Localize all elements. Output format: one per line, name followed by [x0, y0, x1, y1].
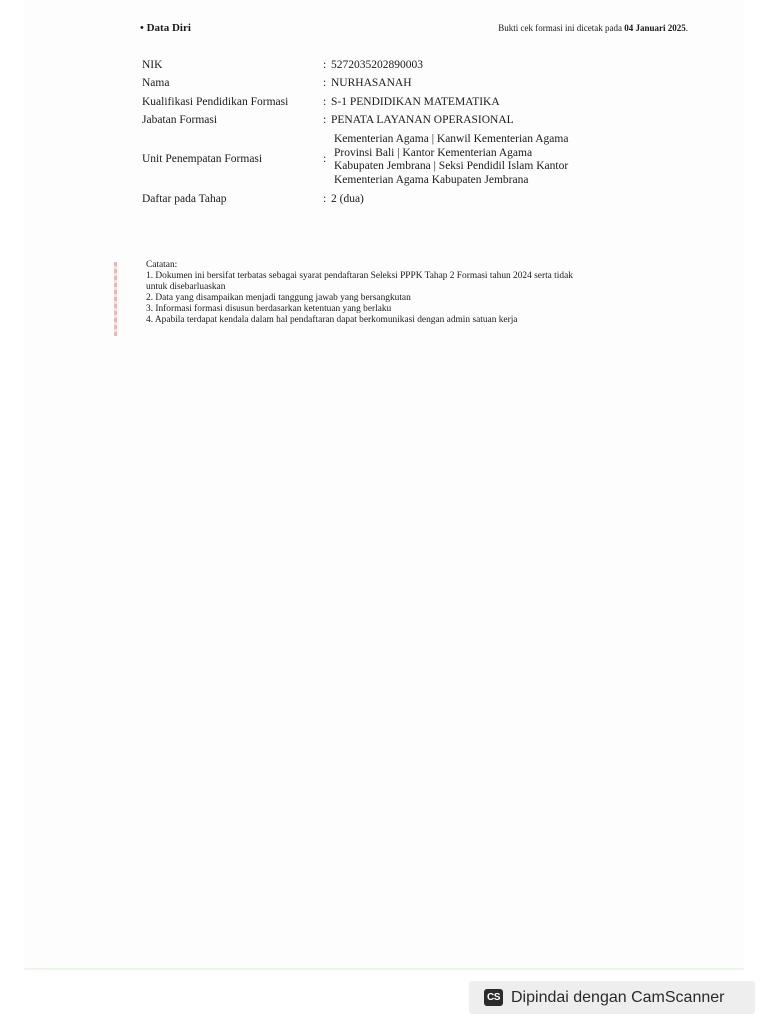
field-colon: :: [323, 95, 327, 108]
field-value: 2 (dua): [331, 192, 364, 205]
field-row-kualifikasi: [142, 93, 582, 112]
note-item-4: 4. Apabila terdapat kendala dalam hal pendaftaran dapat berkomunikasi dengan admin satuan kerja: [146, 315, 518, 325]
note-item-1: 1. Dokumen ini bersifat terbatas sebagai syarat pendaftaran Seleksi PPPK Tahap 2 Formasi tahun 2024 serta tidak: [146, 271, 573, 281]
field-value: S-1 PENDIDIKAN MATEMATIKA: [331, 95, 500, 108]
field-label: Nama: [142, 77, 170, 89]
field-colon: :: [323, 114, 327, 126]
camscanner-label: Dipindai dengan CamScanner: [511, 988, 725, 1006]
field-row-tahap: [142, 190, 582, 209]
field-colon: :: [323, 77, 327, 89]
field-row-unit-penempatan: [142, 130, 582, 190]
field-label: NIK: [142, 58, 163, 71]
print-date-info: [498, 23, 688, 33]
field-colon: :: [323, 58, 327, 71]
field-label: Unit Penempatan Formasi: [142, 153, 263, 166]
document-page: [24, 0, 744, 970]
personal-data-table: [142, 56, 582, 209]
camscanner-watermark: [469, 981, 755, 1014]
camscanner-logo-icon: CS: [484, 989, 503, 1006]
notes-section: [146, 260, 686, 326]
field-row-nama: [142, 75, 582, 94]
print-date: 04 Januari 2025: [624, 23, 686, 33]
print-suffix: .: [685, 23, 688, 33]
field-label: Jabatan Formasi: [142, 114, 218, 126]
field-label: Daftar pada Tahap: [142, 192, 227, 205]
notes-heading: Catatan:: [146, 260, 178, 270]
print-prefix: Bukti cek formasi ini dicetak pada: [498, 23, 625, 33]
field-label: Kualifikasi Pendidikan Formasi: [142, 95, 289, 108]
note-item-2: 2. Data yang disampaikan menjadi tanggung jawab yang bersangkutan: [146, 293, 411, 303]
field-value: 5272035202890003: [331, 58, 423, 71]
note-item-1-continued: untuk disebarluaskan: [146, 282, 226, 292]
section-title: • Data Diri: [140, 22, 191, 34]
scan-edge-mark: [114, 262, 117, 336]
field-row-jabatan: [142, 112, 582, 131]
note-item-3: 3. Informasi formasi disusun berdasarkan ketentuan yang berlaku: [146, 304, 392, 314]
document-header: [140, 22, 688, 38]
field-row-nik: [142, 56, 582, 75]
field-colon: :: [323, 153, 327, 166]
field-value: PENATA LAYANAN OPERASIONAL: [331, 114, 514, 126]
field-value: NURHASANAH: [331, 77, 412, 89]
field-colon: :: [323, 192, 327, 205]
field-value: Kementerian Agama | Kanwil Kementerian Agama Provinsi Bali | Kantor Kementerian Agama Kabupaten Jembrana | Seksi Pendidil Islam Kantor Kementerian Agama Kabupaten Jembrana: [334, 133, 569, 186]
